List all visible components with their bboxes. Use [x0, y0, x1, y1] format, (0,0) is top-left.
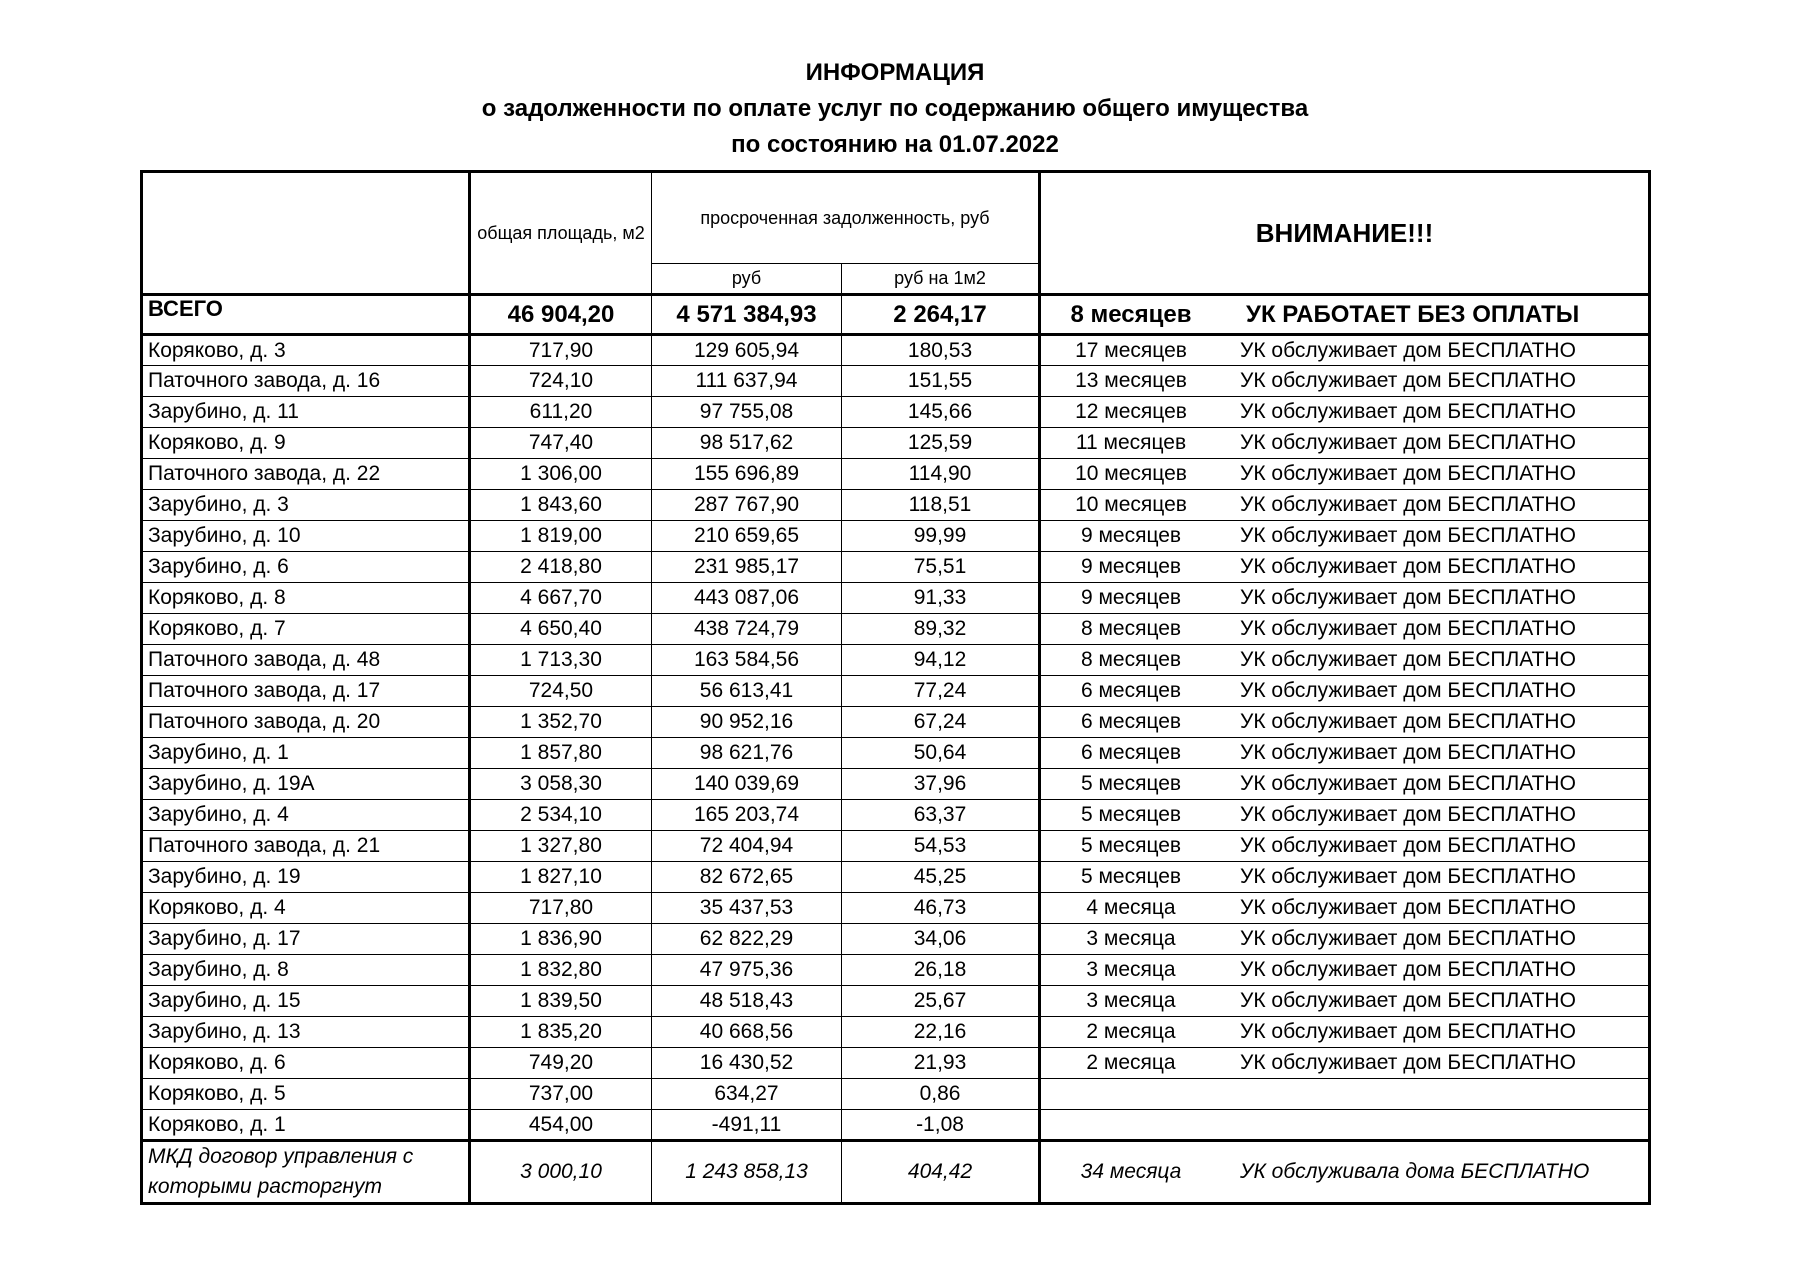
debt-rub: 40 668,56 [652, 1017, 842, 1048]
table-row [142, 397, 1650, 428]
months-unpaid: 2 месяца [1086, 1020, 1176, 1043]
months-unpaid: 3 месяца [1086, 989, 1176, 1012]
months-unpaid: 13 месяцев [1075, 369, 1187, 392]
total-rub: 4 571 384,93 [652, 295, 842, 335]
service-note: УК обслуживает дом БЕСПЛАТНО [1240, 462, 1576, 485]
house-area: 454,00 [470, 1110, 652, 1141]
debt-per-m2: 67,24 [842, 707, 1040, 738]
service-note: УК обслуживает дом БЕСПЛАТНО [1240, 586, 1576, 609]
months-unpaid: 3 месяца [1086, 927, 1176, 950]
debt-rub: 438 724,79 [652, 614, 842, 645]
debt-per-m2: 63,37 [842, 800, 1040, 831]
debt-per-m2: 21,93 [842, 1048, 1040, 1079]
header-rub: руб [652, 264, 842, 295]
service-note: УК обслуживает дом БЕСПЛАТНО [1240, 648, 1576, 671]
total-attention [1040, 295, 1650, 335]
total-label: ВСЕГО [142, 295, 470, 335]
debt-per-m2: 22,16 [842, 1017, 1040, 1048]
debt-rub: 48 518,43 [652, 986, 842, 1017]
debt-per-m2: 45,25 [842, 862, 1040, 893]
house-address: Зарубино, д. 4 [142, 800, 470, 831]
attention-cell [1040, 1017, 1650, 1048]
house-area: 1 352,70 [470, 707, 652, 738]
table-row [142, 893, 1650, 924]
service-note: УК обслуживает дом БЕСПЛАТНО [1240, 741, 1576, 764]
table-row [142, 614, 1650, 645]
months-unpaid: 17 месяцев [1075, 338, 1187, 362]
debt-per-m2: 34,06 [842, 924, 1040, 955]
debt-rub: 62 822,29 [652, 924, 842, 955]
table-row [142, 769, 1650, 800]
house-area: 2 418,80 [470, 552, 652, 583]
attention-cell [1040, 1048, 1650, 1079]
attention-cell [1040, 397, 1650, 428]
house-address: Паточного завода, д. 16 [142, 366, 470, 397]
months-unpaid: 8 месяцев [1080, 617, 1182, 640]
house-area: 1 827,10 [470, 862, 652, 893]
service-note: УК обслуживает дом БЕСПЛАТНО [1240, 958, 1576, 981]
service-note: УК обслуживает дом БЕСПЛАТНО [1240, 555, 1576, 578]
table-row [142, 924, 1650, 955]
house-address: Зарубино, д. 19 [142, 862, 470, 893]
terminated-per-m2: 404,42 [842, 1141, 1040, 1204]
house-area: 717,90 [470, 335, 652, 366]
debt-rub: 72 404,94 [652, 831, 842, 862]
debt-per-m2: 37,96 [842, 769, 1040, 800]
debt-per-m2: 94,12 [842, 645, 1040, 676]
service-note: УК обслуживает дом БЕСПЛАТНО [1240, 710, 1576, 733]
attention-cell [1040, 676, 1650, 707]
attention-cell [1040, 366, 1650, 397]
months-unpaid: 10 месяцев [1075, 462, 1187, 485]
debt-per-m2: 54,53 [842, 831, 1040, 862]
debt-per-m2: 125,59 [842, 428, 1040, 459]
debt-per-m2: 77,24 [842, 676, 1040, 707]
attention-cell [1040, 1110, 1650, 1141]
service-note: УК обслуживает дом БЕСПЛАТНО [1240, 617, 1576, 640]
house-area: 4 667,70 [470, 583, 652, 614]
house-address: Зарубино, д. 17 [142, 924, 470, 955]
debt-rub: 35 437,53 [652, 893, 842, 924]
debt-rub: -491,11 [652, 1110, 842, 1141]
table-row [142, 1110, 1650, 1141]
header-rub-per-m2: руб на 1м2 [842, 264, 1040, 295]
debt-per-m2: -1,08 [842, 1110, 1040, 1141]
service-note: УК обслуживает дом БЕСПЛАТНО [1240, 679, 1576, 702]
house-area: 4 650,40 [470, 614, 652, 645]
attention-cell [1040, 893, 1650, 924]
debt-per-m2: 114,90 [842, 459, 1040, 490]
terminated-label: МКД договор управления с которыми расторгнут [142, 1141, 470, 1204]
debt-rub: 56 613,41 [652, 676, 842, 707]
service-note: УК обслуживает дом БЕСПЛАТНО [1240, 927, 1576, 950]
house-address: Зарубино, д. 11 [142, 397, 470, 428]
header-area: общая площадь, м2 [470, 172, 652, 295]
service-note: УК обслуживает дом БЕСПЛАТНО [1240, 772, 1576, 795]
service-note: УК обслуживает дом БЕСПЛАТНО [1240, 1020, 1576, 1043]
debt-per-m2: 50,64 [842, 738, 1040, 769]
house-address: Паточного завода, д. 20 [142, 707, 470, 738]
debt-rub: 163 584,56 [652, 645, 842, 676]
service-note: УК обслуживает дом БЕСПЛАТНО [1240, 865, 1576, 888]
service-note: УК обслуживает дом БЕСПЛАТНО [1240, 989, 1576, 1012]
house-address: Коряково, д. 6 [142, 1048, 470, 1079]
header-empty-cell [142, 172, 470, 295]
house-area: 2 534,10 [470, 800, 652, 831]
debt-per-m2: 118,51 [842, 490, 1040, 521]
table-row [142, 459, 1650, 490]
terminated-rub: 1 243 858,13 [652, 1141, 842, 1204]
table-row [142, 583, 1650, 614]
debt-rub: 90 952,16 [652, 707, 842, 738]
service-note: УК обслуживает дом БЕСПЛАТНО [1240, 431, 1576, 454]
total-row [142, 295, 1650, 335]
debt-rub: 98 517,62 [652, 428, 842, 459]
months-unpaid: 5 месяцев [1080, 865, 1182, 888]
service-note: УК обслуживает дом БЕСПЛАТНО [1240, 834, 1576, 857]
house-address: Коряково, д. 3 [142, 335, 470, 366]
table-row [142, 335, 1650, 366]
table-row [142, 986, 1650, 1017]
debt-per-m2: 26,18 [842, 955, 1040, 986]
attention-cell [1040, 490, 1650, 521]
table-row [142, 552, 1650, 583]
attention-cell [1040, 614, 1650, 645]
table-row [142, 800, 1650, 831]
total-months: 8 месяцев [1070, 300, 1192, 328]
months-unpaid: 6 месяцев [1080, 741, 1182, 764]
house-area: 717,80 [470, 893, 652, 924]
house-area: 1 713,30 [470, 645, 652, 676]
table-row [142, 490, 1650, 521]
attention-cell [1040, 924, 1650, 955]
months-unpaid: 6 месяцев [1080, 710, 1182, 733]
months-unpaid: 9 месяцев [1080, 555, 1182, 578]
terminated-attention [1040, 1141, 1650, 1204]
house-area: 749,20 [470, 1048, 652, 1079]
house-address: Зарубино, д. 1 [142, 738, 470, 769]
table-row [142, 428, 1650, 459]
header-overdue: просроченная задолженность, руб [652, 172, 1040, 264]
house-area: 1 857,80 [470, 738, 652, 769]
debt-per-m2: 180,53 [842, 335, 1040, 366]
debt-rub: 210 659,65 [652, 521, 842, 552]
attention-cell [1040, 552, 1650, 583]
service-note: УК обслуживает дом БЕСПЛАТНО [1240, 400, 1576, 423]
attention-cell [1040, 800, 1650, 831]
header-attention: ВНИМАНИЕ!!! [1040, 172, 1650, 295]
service-note: УК обслуживает дом БЕСПЛАТНО [1240, 369, 1576, 392]
months-unpaid: 4 месяца [1086, 896, 1176, 919]
debt-table [140, 170, 1651, 1205]
total-note: УК РАБОТАЕТ БЕЗ ОПЛАТЫ [1246, 300, 1580, 328]
attention-cell [1040, 769, 1650, 800]
table-row [142, 1048, 1650, 1079]
debt-per-m2: 99,99 [842, 521, 1040, 552]
title-line-2: о задолженности по оплате услуг по содержанию общего имущества [481, 95, 1309, 122]
attention-cell [1040, 583, 1650, 614]
attention-cell [1040, 645, 1650, 676]
table-row [142, 707, 1650, 738]
attention-cell [1040, 459, 1650, 490]
months-unpaid: 9 месяцев [1080, 586, 1182, 609]
house-area: 1 835,20 [470, 1017, 652, 1048]
debt-rub: 165 203,74 [652, 800, 842, 831]
house-area: 1 836,90 [470, 924, 652, 955]
debt-rub: 140 039,69 [652, 769, 842, 800]
debt-rub: 634,27 [652, 1079, 842, 1110]
debt-rub: 129 605,94 [652, 335, 842, 366]
attention-cell [1040, 707, 1650, 738]
house-address: Зарубино, д. 3 [142, 490, 470, 521]
months-unpaid: 6 месяцев [1080, 679, 1182, 702]
debt-rub: 231 985,17 [652, 552, 842, 583]
house-address: Зарубино, д. 19А [142, 769, 470, 800]
debt-per-m2: 91,33 [842, 583, 1040, 614]
document-title [0, 55, 1790, 163]
house-address: Зарубино, д. 8 [142, 955, 470, 986]
house-address: Паточного завода, д. 48 [142, 645, 470, 676]
debt-rub: 98 621,76 [652, 738, 842, 769]
house-area: 1 843,60 [470, 490, 652, 521]
debt-rub: 287 767,90 [652, 490, 842, 521]
house-address: Зарубино, д. 10 [142, 521, 470, 552]
table-row [142, 1079, 1650, 1110]
debt-per-m2: 151,55 [842, 366, 1040, 397]
service-note: УК обслуживает дом БЕСПЛАТНО [1240, 524, 1576, 547]
table-row [142, 955, 1650, 986]
attention-cell [1040, 1079, 1650, 1110]
table-row [142, 676, 1650, 707]
house-address: Зарубино, д. 6 [142, 552, 470, 583]
house-area: 1 839,50 [470, 986, 652, 1017]
table-row [142, 738, 1650, 769]
house-area: 1 327,80 [470, 831, 652, 862]
service-note: УК обслуживает дом БЕСПЛАТНО [1240, 1051, 1576, 1074]
table-row [142, 521, 1650, 552]
debt-rub: 155 696,89 [652, 459, 842, 490]
debt-rub: 443 087,06 [652, 583, 842, 614]
service-note: УК обслуживает дом БЕСПЛАТНО [1240, 338, 1576, 362]
total-area: 46 904,20 [470, 295, 652, 335]
total-rub-per-m2: 2 264,17 [842, 295, 1040, 335]
house-address: Паточного завода, д. 22 [142, 459, 470, 490]
debt-rub: 47 975,36 [652, 955, 842, 986]
house-area: 724,50 [470, 676, 652, 707]
months-unpaid: 5 месяцев [1080, 803, 1182, 826]
attention-cell [1040, 738, 1650, 769]
debt-per-m2: 145,66 [842, 397, 1040, 428]
terminated-area: 3 000,10 [470, 1141, 652, 1204]
house-address: Паточного завода, д. 21 [142, 831, 470, 862]
service-note: УК обслуживает дом БЕСПЛАТНО [1240, 896, 1576, 919]
house-address: Зарубино, д. 15 [142, 986, 470, 1017]
title-line-1: ИНФОРМАЦИЯ [805, 59, 985, 86]
house-address: Коряково, д. 7 [142, 614, 470, 645]
table-row [142, 831, 1650, 862]
debt-per-m2: 25,67 [842, 986, 1040, 1017]
house-address: Коряково, д. 5 [142, 1079, 470, 1110]
debt-per-m2: 0,86 [842, 1079, 1040, 1110]
house-area: 1 819,00 [470, 521, 652, 552]
house-address: Коряково, д. 4 [142, 893, 470, 924]
months-unpaid: 8 месяцев [1080, 648, 1182, 671]
months-unpaid: 11 месяцев [1075, 431, 1187, 454]
house-area: 724,10 [470, 366, 652, 397]
house-area: 1 832,80 [470, 955, 652, 986]
terminated-row [142, 1141, 1650, 1204]
house-area: 737,00 [470, 1079, 652, 1110]
debt-per-m2: 89,32 [842, 614, 1040, 645]
attention-cell [1040, 831, 1650, 862]
debt-rub: 16 430,52 [652, 1048, 842, 1079]
months-unpaid: 5 месяцев [1080, 834, 1182, 857]
months-unpaid: 10 месяцев [1075, 493, 1187, 516]
title-line-3: по состоянию на 01.07.2022 [731, 131, 1059, 158]
house-address: Коряково, д. 8 [142, 583, 470, 614]
terminated-note: УК обслуживала дома БЕСПЛАТНО [1240, 1160, 1590, 1183]
debt-rub: 82 672,65 [652, 862, 842, 893]
house-area: 3 058,30 [470, 769, 652, 800]
attention-cell [1040, 428, 1650, 459]
house-address: Паточного завода, д. 17 [142, 676, 470, 707]
debt-per-m2: 75,51 [842, 552, 1040, 583]
table-row [142, 366, 1650, 397]
terminated-months: 34 месяца [1080, 1160, 1182, 1183]
debt-rub: 111 637,94 [652, 366, 842, 397]
debt-rub: 97 755,08 [652, 397, 842, 428]
attention-cell [1040, 862, 1650, 893]
service-note: УК обслуживает дом БЕСПЛАТНО [1240, 803, 1576, 826]
house-area: 611,20 [470, 397, 652, 428]
table-row [142, 862, 1650, 893]
months-unpaid: 3 месяца [1086, 958, 1176, 981]
debt-per-m2: 46,73 [842, 893, 1040, 924]
months-unpaid: 5 месяцев [1080, 772, 1182, 795]
attention-cell [1040, 986, 1650, 1017]
attention-cell [1040, 955, 1650, 986]
months-unpaid: 9 месяцев [1080, 524, 1182, 547]
table-row [142, 645, 1650, 676]
table-row [142, 1017, 1650, 1048]
house-area: 1 306,00 [470, 459, 652, 490]
house-area: 747,40 [470, 428, 652, 459]
service-note: УК обслуживает дом БЕСПЛАТНО [1240, 493, 1576, 516]
house-address: Коряково, д. 1 [142, 1110, 470, 1141]
house-address: Коряково, д. 9 [142, 428, 470, 459]
attention-cell [1040, 521, 1650, 552]
months-unpaid: 2 месяца [1086, 1051, 1176, 1074]
attention-cell [1040, 335, 1650, 366]
months-unpaid: 12 месяцев [1075, 400, 1187, 423]
house-address: Зарубино, д. 13 [142, 1017, 470, 1048]
